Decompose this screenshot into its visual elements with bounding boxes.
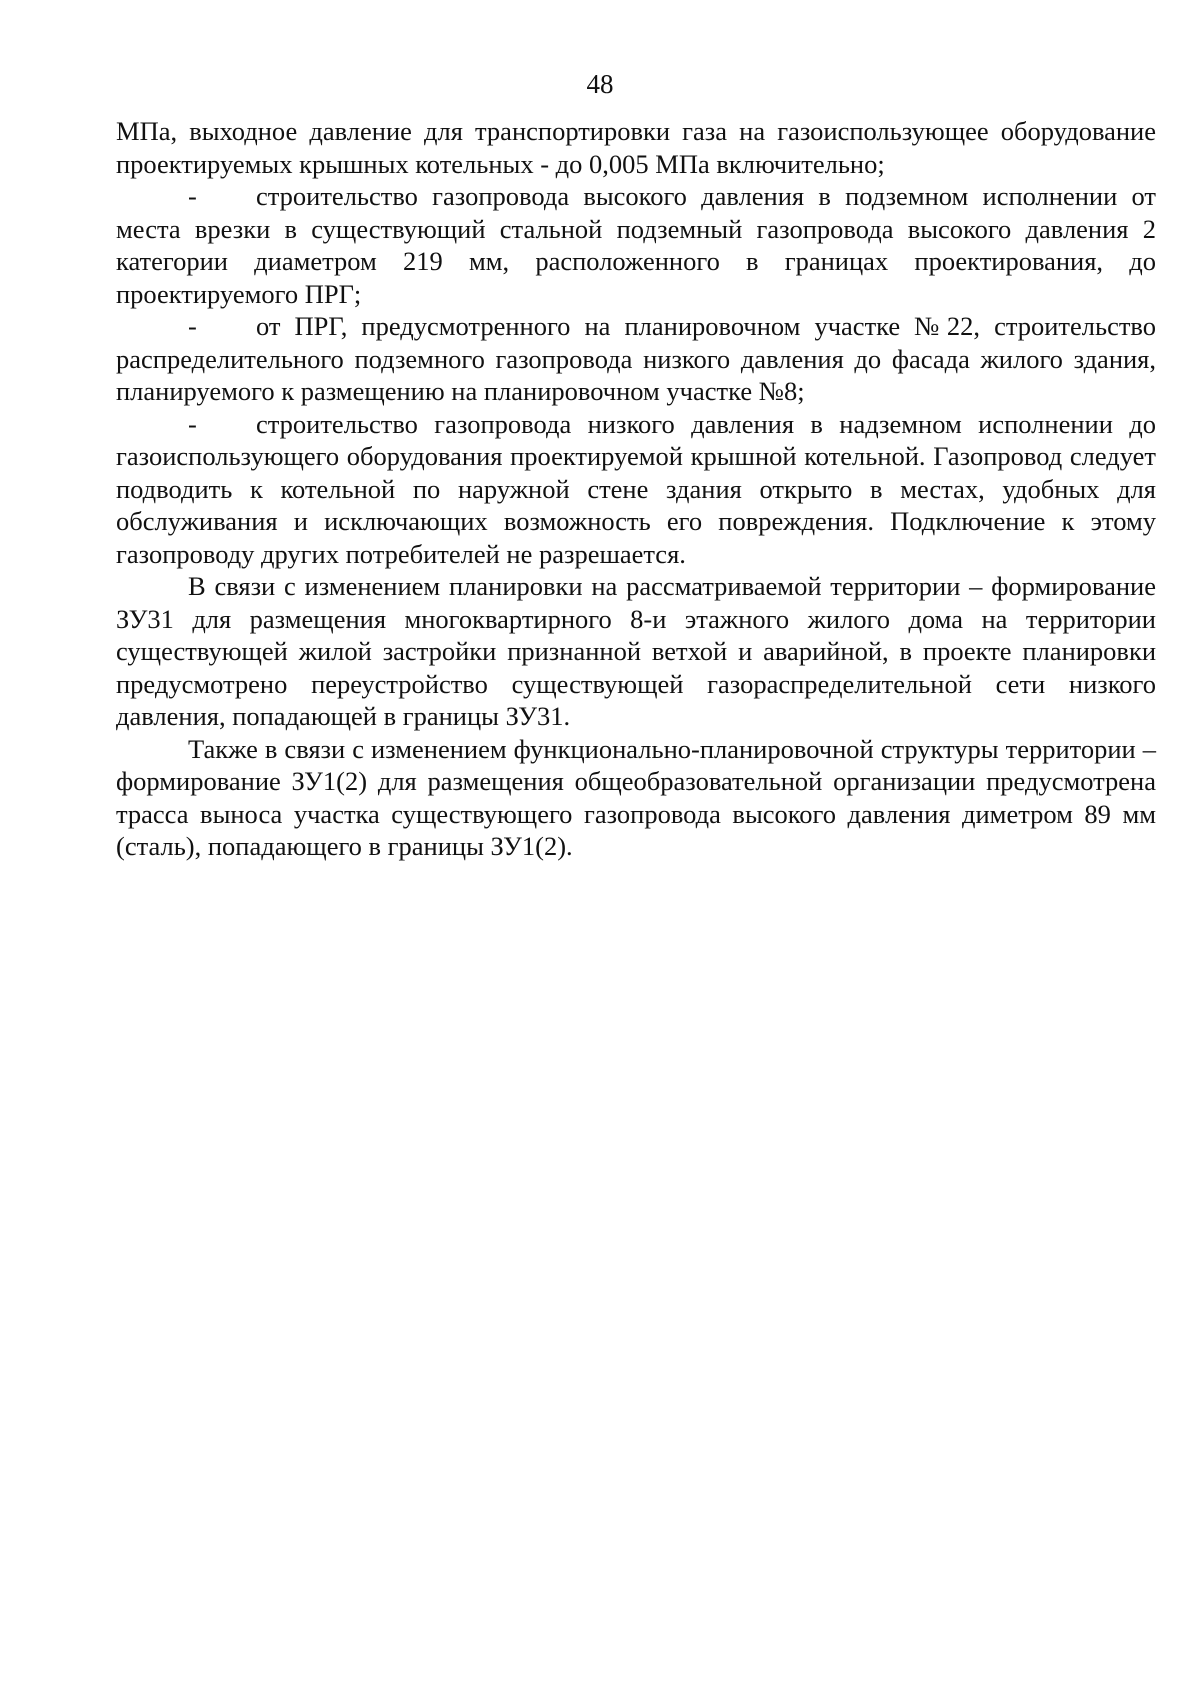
paragraph-zu31: В связи с изменением планировки на рассматриваемой территории – формирование ЗУ31 для размещения многоквартирного 8-и этажного жилого дома на территории существующей жилой застройки признанной ветхой и аварийной, в проекте планировки предусмотрено переустройство существующей газораспределительной сети низкого давления, попадающей в границы ЗУ31. [116, 571, 1156, 731]
list-item-text: строительство газопровода высокого давления в подземном исполнении от места врезки в существующий стальной подземный газопровода высокого давления 2 категории диаметром 219 мм, расположенного в границах проектирования, до проектируемого ПРГ; [116, 181, 1156, 309]
list-item-low-pressure-pipeline [116, 408, 1156, 571]
list-item-text: от ПРГ, предусмотренного на планировочном участке №22, строительство распределительного подземного газопровода низкого давления до фасада жилого здания, планируемого к размещению на планировочном участке №8; [116, 311, 1156, 406]
list-marker: - [188, 408, 197, 439]
list-marker: - [188, 311, 197, 341]
paragraph-zu1-2: Также в связи с изменением функционально-планировочной структуры территории – формирование ЗУ1(2) для размещения общеобразовательной организации предусмотрена трасса выноса участка существующего газопровода высокого давления диметром 89 мм (сталь), попадающего в границы ЗУ1(2). [116, 733, 1156, 861]
list-item-high-pressure-pipeline [116, 180, 1156, 310]
list-item-text: строительство газопровода низкого давления в надземном исполнении до газоиспользующего оборудования проектируемой крышной котельной. Газопровод следует подводить к котельной по наружной стене здания открыто в местах, удобных для обслуживания и исключающих возможность его повреждения. Подключение к этому газопроводу других потребителей не разрешается. [116, 408, 1156, 569]
list-marker: - [188, 181, 197, 211]
paragraph-continuation: МПа, выходное давление для транспортировки газа на газоиспользующее оборудование проектируемых крышных котельных - до 0,005 МПа включительно; [116, 116, 1156, 179]
list-item-distribution-pipeline [116, 310, 1156, 408]
page-number: 48 [586, 69, 614, 99]
document-body [116, 115, 1156, 863]
